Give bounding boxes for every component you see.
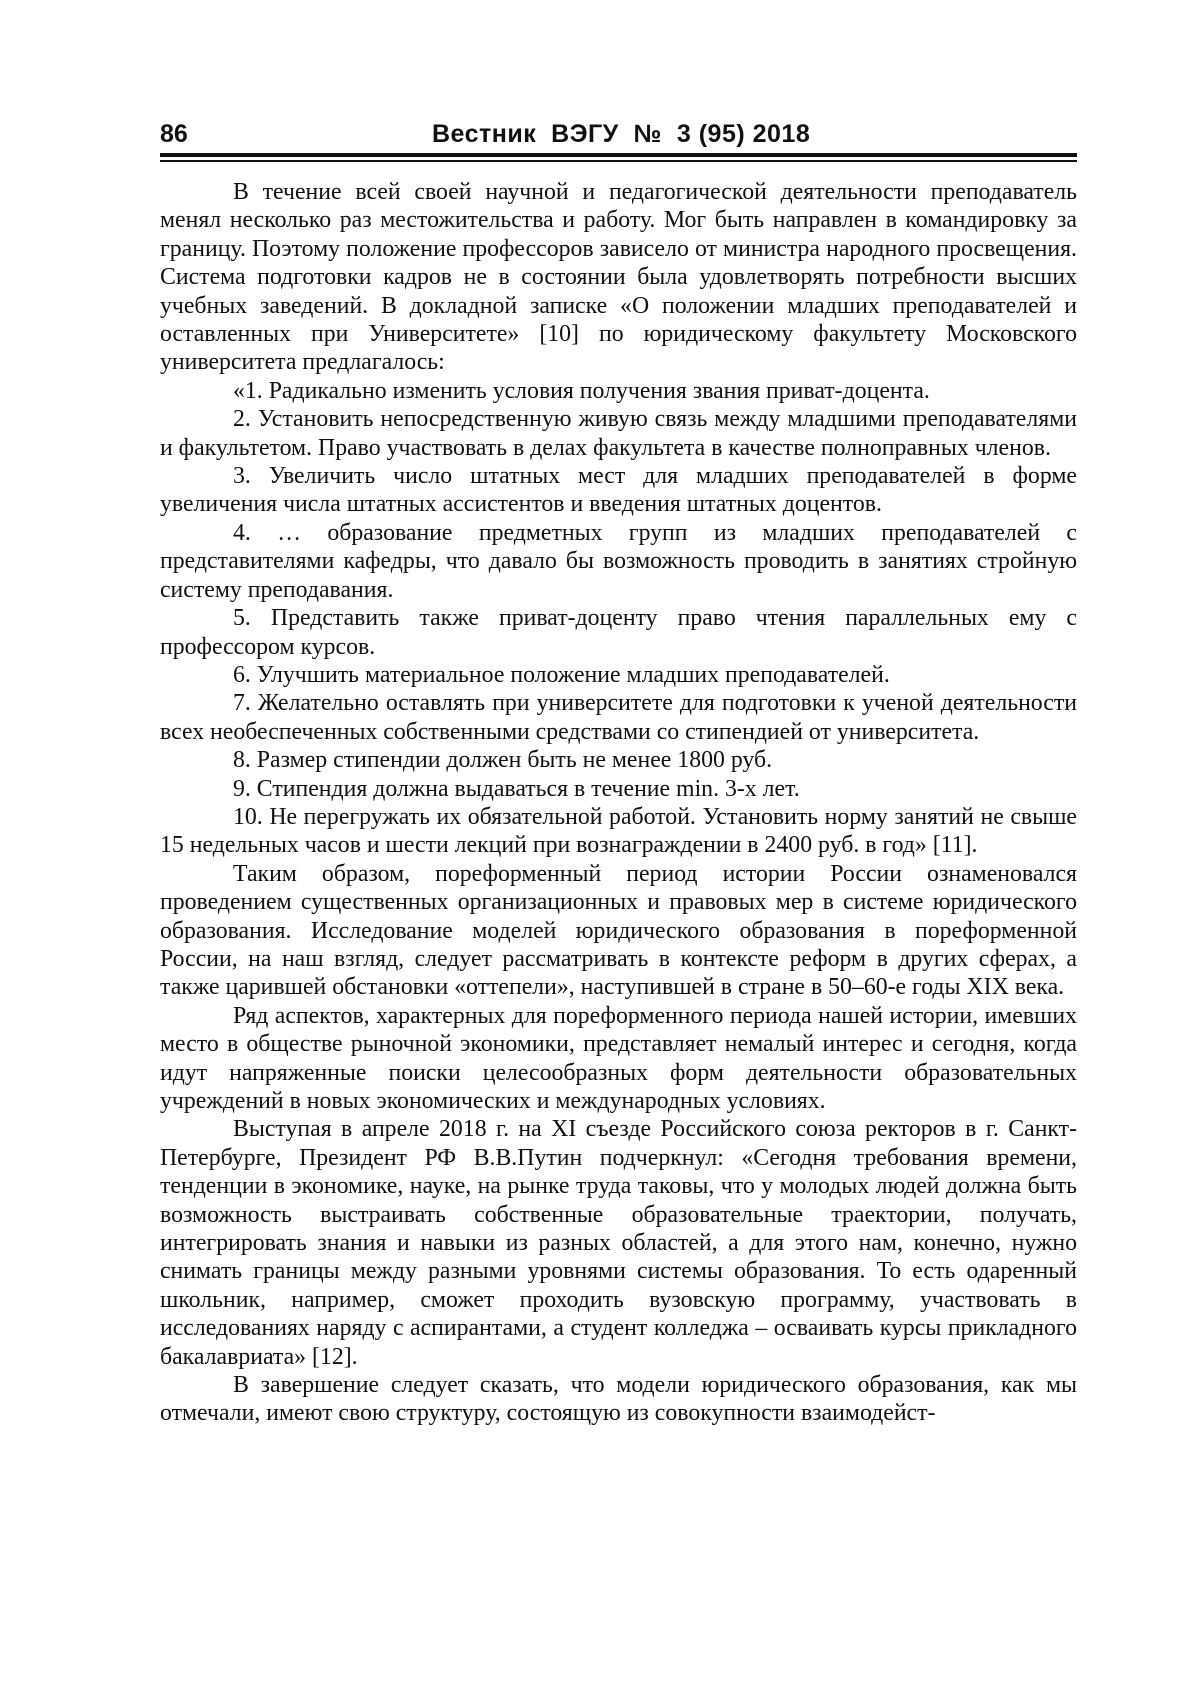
paragraph: В завершение следует сказать, что модели юридического образования, как мы отмечали, имеют свою структуру, состоящую из совокупности взаимодейст- — [160, 1372, 1077, 1427]
page-number: 86 — [160, 120, 188, 148]
paragraph: 4. … образование предметных групп из младших преподавателей с представителями кафедры, что давало бы возможность проводить в занятиях стройную систему преподавания. — [160, 519, 1077, 603]
paragraph: 9. Стипендия должна выдаваться в течение min. 3-х лет. — [233, 775, 800, 802]
paragraph: 8. Размер стипендии должен быть не менее 1800 руб. — [233, 747, 773, 774]
header-rule-thin — [160, 160, 1077, 162]
paragraph: 10. Не перегружать их обязательной работой. Установить норму занятий не свыше 15 недельных часов и шести лекций при вознаграждении в 2400 руб. в год» [11]. — [160, 803, 1077, 859]
paragraph: Таким образом, пореформенный период истории России ознаменовался проведением существенных организационных и правовых мер в системе юридического образования. Исследование моделей юридического образования в пореформенной России, на наш взгляд, следует рассматривать в контексте реформ в других сферах, а также царившей обстановки «оттепели», наступившей в стране в 50–60-е годы XIX века. — [160, 860, 1077, 1001]
paragraph: «1. Радикально изменить условия получения звания приват-доцента. — [233, 377, 930, 404]
paragraph: 3. Увеличить число штатных мест для младших преподавателей в форме увеличения числа штатных ассистентов и введения штатных доцентов. — [160, 463, 1077, 518]
paragraph: В течение всей своей научной и педагогической деятельности преподаватель менял несколько раз местожительства и работу. Мог быть направлен в командировку за границу. Поэтому положение профессоров зависело от министра народного просвещения. Система подготовки кадров не в состоянии была удовлетворять потребности высших учебных заведений. В докладной записке «О положении младших преподавателей и оставленных при Университете» [10] по юридическому факультету Московского университета предлагалось: — [160, 179, 1077, 376]
journal-title: Вестник ВЭГУ № 3 (95) 2018 — [432, 120, 811, 148]
header-rule-thick — [160, 153, 1077, 157]
paragraph: 7. Желательно оставлять при университете для подготовки к ученой деятельности всех необеспеченных собственными средствами со стипендией от университета. — [160, 690, 1077, 745]
paragraph: Ряд аспектов, характерных для пореформенного периода нашей истории, имевших место в обществе рыночной экономики, представляет немалый интерес и сегодня, когда идут напряженные поиски целесообразных форм деятельности образовательных учреждений в новых экономических и международных условиях. — [160, 1002, 1077, 1114]
running-header — [160, 117, 1077, 151]
paragraph: Выступая в апреле 2018 г. на XI съезде Российского союза ректоров в г. Санкт-Петербурге, Президент РФ В.В.Путин подчеркнул: «Сегодня требования времени, тенденции в экономике, науке, на рынке труда таковы, что у молодых людей должна быть возможность выстраивать собственные образовательные траектории, получать, интегрировать знания и навыки из разных областей, а для этого нам, конечно, нужно снимать границы между разными уровнями системы образования. То есть одаренный школьник, например, сможет проходить вузовскую программу, участвовать в исследованиях наряду с аспирантами, а студент колледжа – осваивать курсы прикладного бакалавриата» [12]. — [160, 1116, 1077, 1370]
article-body — [160, 178, 1077, 1428]
paragraph: 6. Улучшить материальное положение младших преподавателей. — [233, 661, 890, 688]
paragraph: 2. Установить непосредственную живую связь между младшими преподавателями и факультетом. Право участвовать в делах факультета в качестве полноправных членов. — [160, 406, 1077, 461]
paragraph: 5. Представить также приват-доценту право чтения параллельных ему с профессором курсов. — [160, 605, 1077, 660]
